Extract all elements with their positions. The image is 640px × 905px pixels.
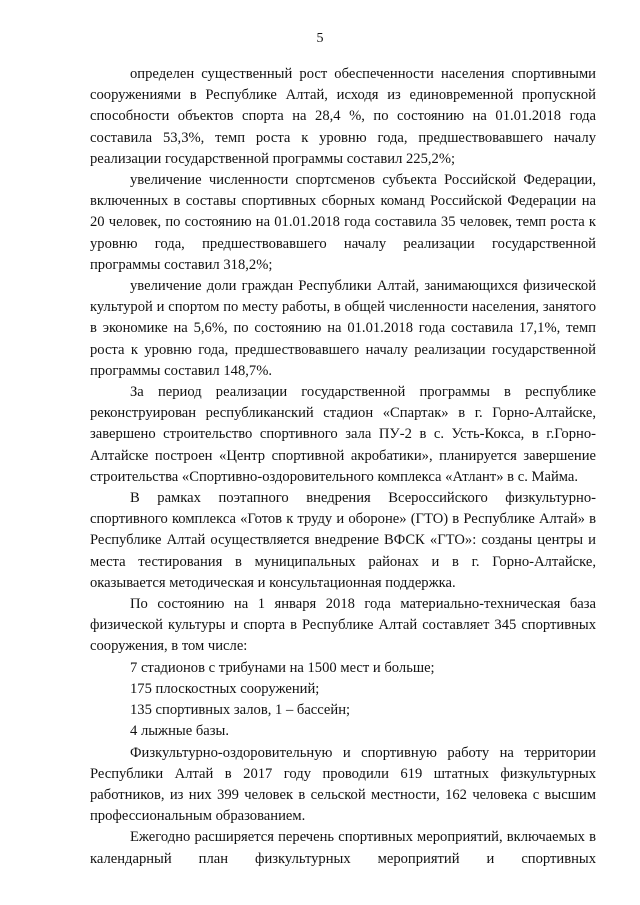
document-body (90, 64, 596, 870)
paragraph-material-base: По состоянию на 1 января 2018 года материально-техническая база физической культуры и спорта в Республике Алтай составляет 345 спортивных сооружения, в том числе: (90, 596, 596, 655)
list-item-stadiums: 7 стадионов с трибунами на 1500 мест и больше; (130, 659, 435, 676)
list-item-flat-facilities: 175 плоскостных сооружений; (130, 680, 320, 697)
list-item-ski-bases: 4 лыжные базы. (130, 723, 229, 740)
paragraph-construction-projects: За период реализации государственной программы в республике реконструирован республиканский стадион «Спартак» в г. Горно-Алтайске, завершено строительство спортивного зала ПУ-2 в с. Усть-Кокса, в г.Горно-Алтайске построен «Центр спортивной акробатики», планируется завершение строительства «Спортивно-оздоровительного комплекса «Атлант» в с. Майма. (90, 384, 596, 485)
list-item-sports-halls: 135 спортивных залов, 1 – бассейн; (130, 702, 351, 719)
paragraph-staff-workers: Физкультурно-оздоровительную и спортивную работу на территории Республики Алтай в 2017 году проводили 619 штатных физкультурных работников, из них 399 человек в сельской местности, 162 человека с высшим профессиональным образованием. (90, 744, 596, 825)
paragraph-sports-facilities-growth: определен существенный рост обеспеченности населения спортивными сооружениями в Республике Алтай, исходя из единовременной пропускной способности объектов спорта на 28,4 %, по состоянию на 01.01.2018 года составила 53,3%, темп роста к уровню года, предшествовавшего началу реализации государственной программы составил 225,2%; (90, 66, 596, 167)
paragraph-workplace-sport-share: увеличение доли граждан Республики Алтай, занимающихся физической культурой и спортом по месту работы, в общей численности населения, занятого в экономике на 5,6%, по состоянию на 01.01.2018 года составила 17,1%, темп роста к уровню года, предшествовавшего началу реализации государственной программы составил 148,7%. (90, 278, 596, 379)
paragraph-athletes-increase: увеличение численности спортсменов субъекта Российской Федерации, включенных в составы спортивных сборных команд Российской Федерации на 20 человек, по состоянию на 01.01.2018 года составила 35 человек, темп роста к уровню года, предшествовавшего началу реализации государственной программы составил 318,2%; (90, 172, 596, 273)
paragraph-gto-implementation: В рамках поэтапного внедрения Всероссийского физкультурно-спортивного комплекса «Готов к труду и обороне» (ГТО) в Республике Алтай» в Республике Алтай осуществляется внедрение ВФСК «ГТО»: созданы центры и места тестирования в муниципальных районах и в г. Горно-Алтайске, оказывается методическая и консультационная поддержка. (90, 490, 596, 591)
paragraph-events-calendar: Ежегодно расширяется перечень спортивных мероприятий, включаемых в календарный план физкультурных мероприятий и спортивных (90, 829, 596, 867)
page-number: 5 (316, 31, 324, 46)
